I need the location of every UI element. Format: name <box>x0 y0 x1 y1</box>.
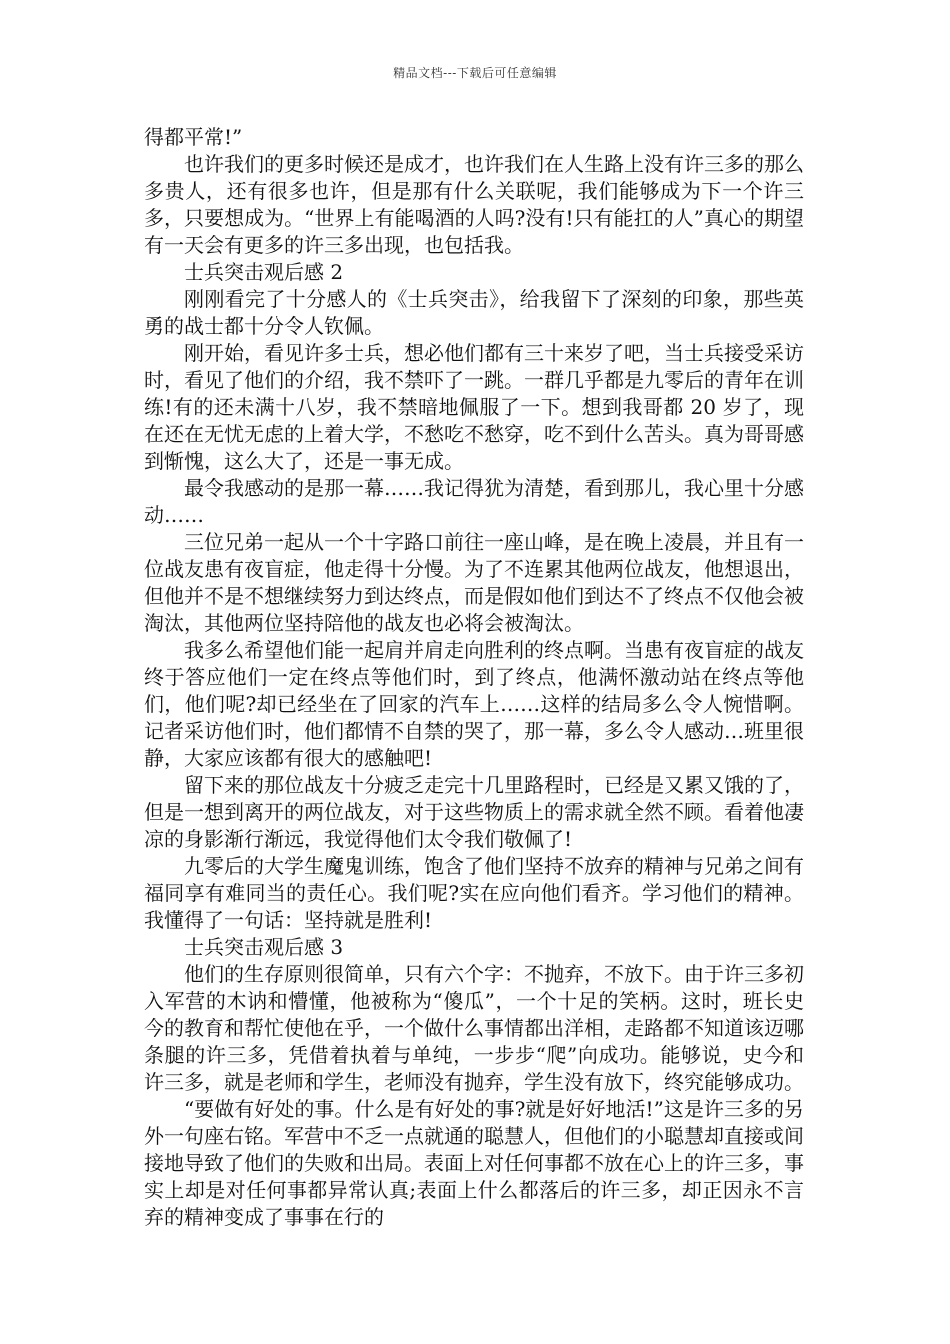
paragraph: 留下来的那位战友十分疲乏走完十几里路程时，已经是又累又饿的了，但是一想到离开的两位战友，对于这些物质上的需求就全然不顾。看着他凄凉的身影渐行渐远，我觉得他们太令我们敬佩了! <box>144 773 804 851</box>
paragraph: 刚刚看完了十分感人的《士兵突击》，给我留下了深刻的印象，那些英勇的战士都十分令人钦佩。 <box>144 287 804 338</box>
page-header: 精品文档---下载后可任意编辑 <box>393 66 557 80</box>
section-heading: 士兵突击观后感 3 <box>184 935 344 959</box>
paragraph: 我多么希望他们能一起肩并肩走向胜利的终点啊。当患有夜盲症的战友终于答应他们一定在终点等他们时，到了终点，他满怀激动站在终点等他们，他们呢?却已经坐在了回家的汽车上……这样的结局多么令人惋惜啊。记者采访他们时，他们都情不自禁的哭了，那一幕，多么令人感动…班里很静，大家应该都有很大的感触吧! <box>144 638 804 770</box>
section-heading: 士兵突击观后感 2 <box>184 260 344 284</box>
paragraph: 最令我感动的是那一幕……我记得犹为清楚，看到那儿，我心里十分感动…… <box>144 476 804 527</box>
paragraph: 得都平常!” <box>144 125 243 149</box>
paragraph: 三位兄弟一起从一个十字路口前往一座山峰，是在晚上凌晨，并且有一位战友患有夜盲症，他走得十分慢。为了不连累其他两位战友，他想退出，但他并不是不想继续努力到达终点，而是假如他们到达不了终点不仅他会被淘汰，其他两位坚持陪他的战友也必将会被淘汰。 <box>144 530 804 635</box>
paragraph: 他们的生存原则很简单，只有六个字：不抛弃，不放下。由于许三多初入军营的木讷和懵懂，他被称为“傻瓜”，一个十足的笑柄。这时，班长史今的教育和帮忙使他在乎，一个做什么事情都出洋相，走路都不知道该迈哪条腿的许三多，凭借着执着与单纯，一步步“爬”向成功。能够说，史今和许三多，就是老师和学生，老师没有抛弃，学生没有放下，终究能够成功。 <box>144 962 804 1094</box>
document-body <box>144 124 804 1231</box>
paragraph: 刚开始，看见许多士兵，想必他们都有三十来岁了吧，当士兵接受采访时，看见了他们的介绍，我不禁吓了一跳。一群几乎都是九零后的青年在训练!有的还未满十八岁，我不禁暗地佩服了一下。想到我哥都 20 岁了，现在还在无忧无虑的上着大学，不愁吃不愁穿，吃不到什么苦头。真为哥哥感到惭愧，这么大了，还是一事无成。 <box>144 341 804 473</box>
paragraph: 也许我们的更多时候还是成才，也许我们在人生路上没有许三多的那么多贵人，还有很多也许，但是那有什么关联呢，我们能够成为下一个许三多，只要想成为。“世界上有能喝酒的人吗?没有!只有能扛的人”真心的期望有一天会有更多的许三多出现，也包括我。 <box>144 152 804 257</box>
paragraph: “要做有好处的事。什么是有好处的事?就是好好地活!”这是许三多的另外一句座右铭。军营中不乏一点就通的聪慧人，但他们的小聪慧却直接或间接地导致了他们的失败和出局。表面上对任何事都不放在心上的许三多，事实上却是对任何事都异常认真;表面上什么都落后的许三多，却正因永不言弃的精神变成了事事在行的 <box>144 1097 804 1229</box>
paragraph: 九零后的大学生魔鬼训练，饱含了他们坚持不放弃的精神与兄弟之间有福同享有难同当的责任心。我们呢?实在应向他们看齐。学习他们的精神。我懂得了一句话：坚持就是胜利! <box>144 854 804 932</box>
